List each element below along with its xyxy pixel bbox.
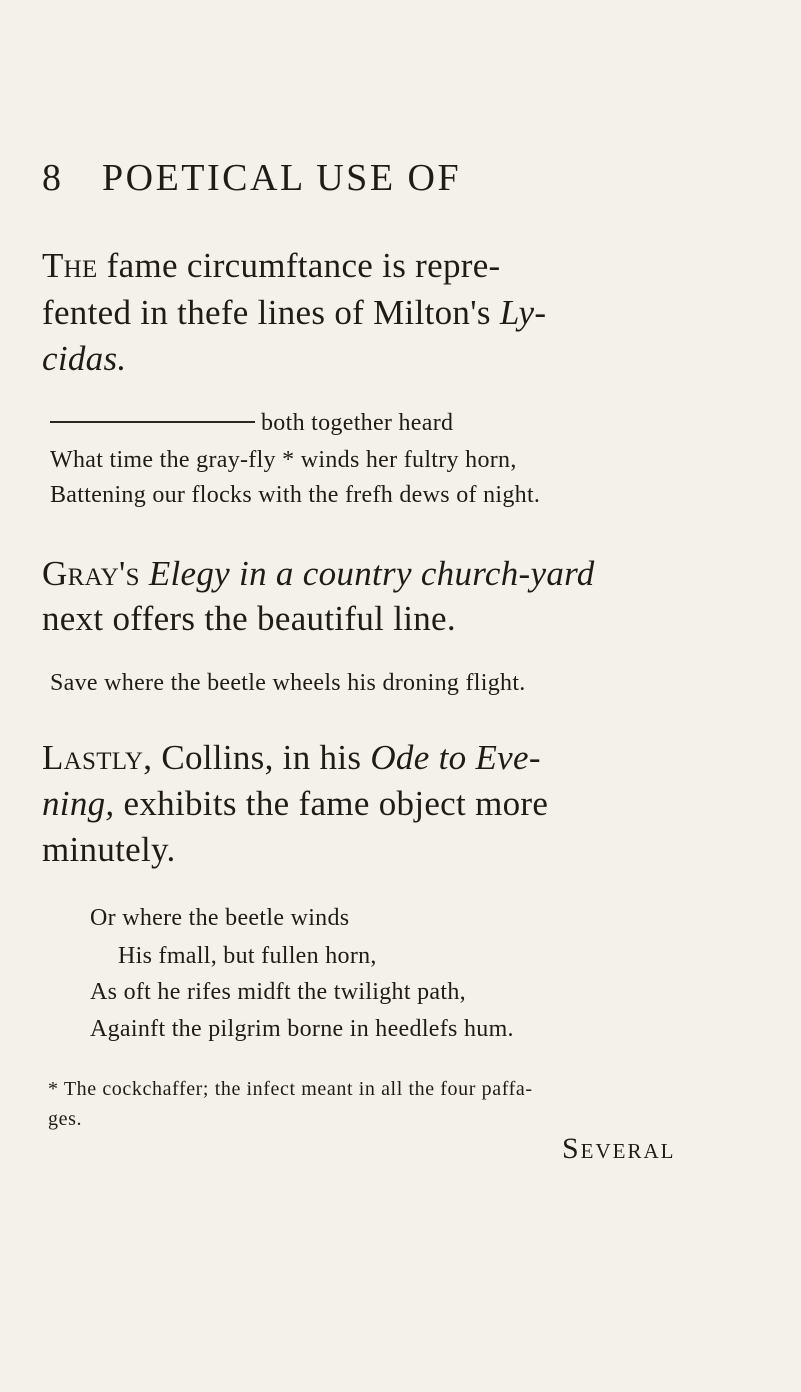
page-number: 8 — [42, 157, 63, 199]
para1-line3: cidas. — [42, 339, 127, 378]
verse1-line1: both together heard — [50, 410, 453, 437]
para1-lead: The — [42, 246, 98, 285]
footnote-line2: ges. — [48, 1108, 83, 1130]
para2-line1: Gray's Elegy in a country church-yard — [42, 554, 595, 593]
verse3-line4: Againft the pilgrim borne in heedlefs hum. — [90, 1016, 514, 1042]
para1-line1: The fame circumftance is repre- — [42, 246, 501, 285]
catchword: Several — [562, 1132, 676, 1165]
verse3-line1: Or where the beetle winds — [90, 905, 350, 931]
para2-line2: next offers the beautiful line. — [42, 599, 456, 638]
para3-line2: ning, exhibits the fame object more — [42, 784, 549, 823]
verse3-line2: His fmall, but fullen horn, — [118, 943, 377, 969]
verse1-line3: Battening our flocks with the frefh dews of night. — [50, 482, 541, 508]
para3-line3: minutely. — [42, 830, 176, 869]
para3-lead: Lastly, — [42, 738, 153, 777]
omission-dash — [50, 421, 255, 423]
verse2-line1: Save where the beetle wheels his droning flight. — [50, 670, 526, 696]
running-header — [42, 156, 461, 200]
verse1-line2: What time the gray-fly * winds her fultry horn, — [50, 447, 517, 473]
footnote-line1: * The cockchaffer; the infect meant in all the four paffa- — [48, 1078, 533, 1100]
para1-line2: fented in thefe lines of Milton's Ly- — [42, 293, 547, 332]
running-title: POETICAL USE OF — [102, 157, 462, 199]
para2-lead: Gray's — [42, 554, 140, 593]
para3-line1: Lastly, Collins, in his Ode to Eve- — [42, 738, 541, 777]
verse3-line3: As oft he rifes midft the twilight path, — [90, 979, 466, 1005]
